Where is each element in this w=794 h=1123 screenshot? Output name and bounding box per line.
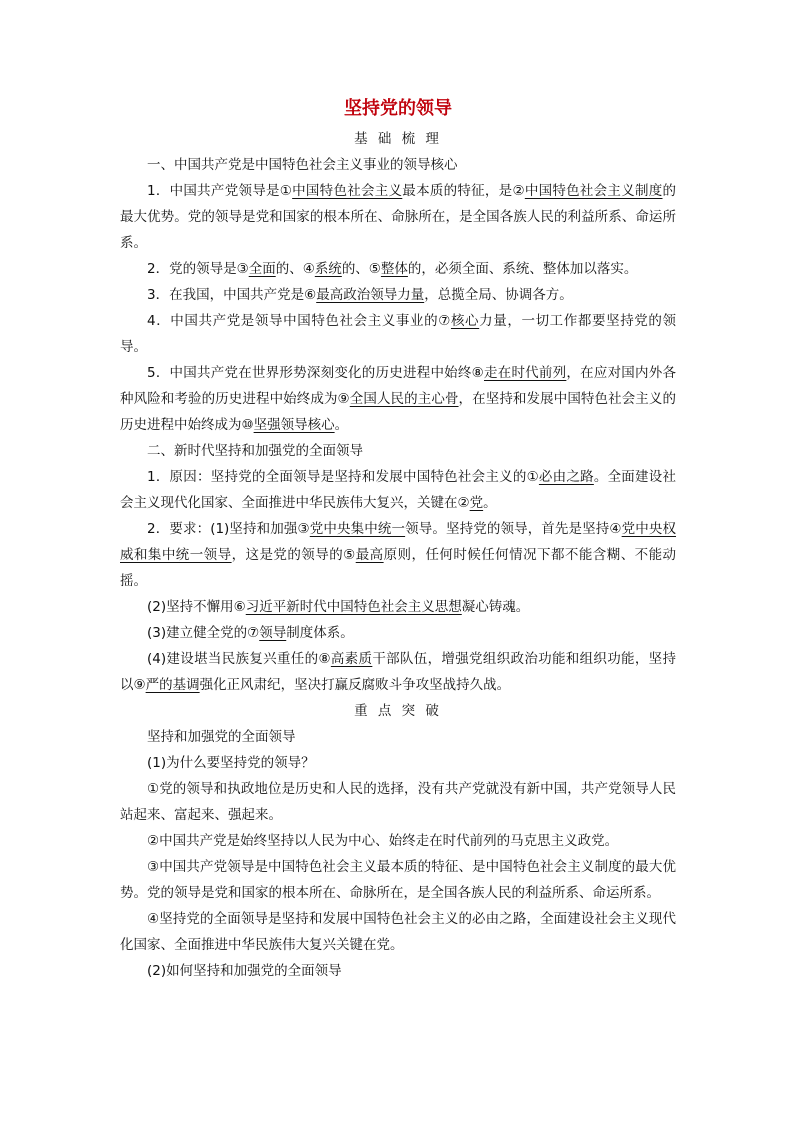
part2-item3	[120, 594, 676, 620]
answer-blank: 党中央权威和集中统一领导	[120, 521, 677, 563]
part2-heading: 二、新时代坚持和加强党的全面领导	[147, 443, 363, 459]
part1-item1	[120, 178, 676, 256]
text: 。	[334, 417, 349, 433]
text: 干部队伍，增强党组织政治功能和组织功能，坚持以⑨	[120, 651, 677, 693]
text: 3．在我国，中国共产党是⑥	[147, 287, 317, 303]
reason-point: ④坚持党的全面领导是坚持和发展中国特色社会主义的必由之路，全面建设社会主义现代化国家、全面推进中华民族伟大复兴关键在党。	[120, 911, 676, 953]
section-heading-key-points: 重 点 突 破	[354, 703, 442, 719]
question-1: (1)为什么要坚持党的领导？	[147, 755, 315, 771]
answer-blank: 高素质	[330, 651, 373, 667]
answer-blank: 中国特色社会主义制度	[524, 183, 663, 199]
text: (3)建立健全党的⑦	[147, 625, 260, 641]
text: 。	[483, 495, 497, 511]
answer-blank: 最高政治领导力量	[316, 287, 425, 303]
text: ，这是党的领导的⑤	[231, 547, 356, 563]
text: (2)坚持不懈用⑥	[147, 599, 246, 615]
answer-blank: 整体	[380, 261, 408, 277]
text: 1．原因：坚持党的全面领导是坚持和发展中国特色社会主义的①	[147, 469, 539, 485]
text: 5．中国共产党在世界形势深刻变化的历史进程中始终⑧	[147, 365, 484, 381]
text: ，总揽全局、协调各方。	[424, 287, 573, 303]
part1-heading: 一、中国共产党是中国特色社会主义事业的领导核心	[147, 157, 458, 173]
reason-point: ①党的领导和执政地位是历史和人民的选择，没有共产党就没有新中国，共产党领导人民站起来、富起来、强起来。	[120, 781, 676, 823]
answer-blank: 坚强领导核心	[253, 417, 335, 433]
text: ，在坚持和发展中国特色社会主义的历史进程中始终成为⑩	[120, 391, 677, 433]
answer-blank: 党	[469, 495, 484, 511]
text: 力量，一切工作都要坚持党的领导。	[120, 313, 677, 355]
text: 最本质的特征，是②	[402, 183, 525, 199]
answer-blank: 中国特色社会主义	[292, 183, 403, 199]
document-content	[120, 96, 676, 984]
answer-blank: 严的基调	[145, 677, 200, 693]
question-2: (2)如何坚持和加强党的全面领导	[147, 963, 342, 979]
answer-blank: 全面	[248, 261, 276, 277]
text: 4．中国共产党是领导中国特色社会主义事业的⑦	[147, 313, 451, 329]
answer-blank: 核心	[450, 313, 480, 329]
text: 。全面建设社会主义现代化国家、全面推进中华民族伟大复兴，关键在②	[120, 469, 677, 511]
answer-blank: 习近平新时代中国特色社会主义思想	[245, 599, 462, 615]
text: 1．中国共产党领导是①	[147, 183, 293, 199]
text: 领导。坚持党的领导，首先是坚持④	[405, 521, 622, 537]
text: (4)建设堪当民族复兴重任的⑧	[147, 651, 331, 667]
section-heading-basics: 基 础 梳 理	[354, 131, 442, 147]
part1-item5	[120, 360, 676, 438]
key-topic: 坚持和加强党的全面领导	[147, 729, 296, 745]
reason-point: ③中国共产党领导是中国特色社会主义最本质的特征、是中国特色社会主义制度的最大优势。党的领导是党和国家的根本所在、命脉所在，是全国各族人民的利益所系、命运所系。	[120, 859, 676, 901]
answer-blank: 必由之路	[538, 469, 594, 485]
answer-blank: 党中央集中统一	[309, 521, 406, 537]
part1-item3	[120, 282, 676, 308]
part2-item4	[120, 620, 676, 646]
answer-blank: 系统	[314, 261, 342, 277]
page-title: 坚持党的领导	[344, 98, 452, 119]
part1-item4	[120, 308, 676, 360]
answer-blank: 走在时代前列	[483, 365, 567, 381]
text: 强化正风肃纪，坚决打赢反腐败斗争攻坚战持久战。	[199, 677, 511, 693]
part1-item2	[120, 256, 676, 282]
text: 2．要求：(1)坚持和加强③	[147, 521, 310, 537]
part2-item5	[120, 646, 676, 698]
text: 2．党的领导是③	[147, 261, 249, 277]
answer-blank: 全国人民的主心骨	[349, 391, 459, 407]
text: 的、④	[275, 261, 315, 277]
answer-blank: 最高	[355, 547, 384, 563]
text: 制度体系。	[286, 625, 354, 641]
text: 凝心铸魂。	[461, 599, 530, 615]
text: 的最大优势。党的领导是党和国家的根本所在、命脉所在，是全国各族人民的利益所系、命运所系。	[120, 183, 676, 251]
part2-item1	[120, 464, 676, 516]
answer-blank: 领导	[259, 625, 287, 641]
text: ，在应对国内外各种风险和考验的历史进程中始终成为⑨	[120, 365, 676, 407]
text: 的、⑤	[341, 261, 381, 277]
text: 的，必须全面、系统、整体加以落实。	[407, 261, 638, 277]
reason-point: ②中国共产党是始终坚持以人民为中心、始终走在时代前列的马克思主义政党。	[147, 833, 619, 849]
part2-item2	[120, 516, 676, 594]
text: 原则，任何时候任何情况下都不能含糊、不能动摇。	[120, 547, 677, 589]
